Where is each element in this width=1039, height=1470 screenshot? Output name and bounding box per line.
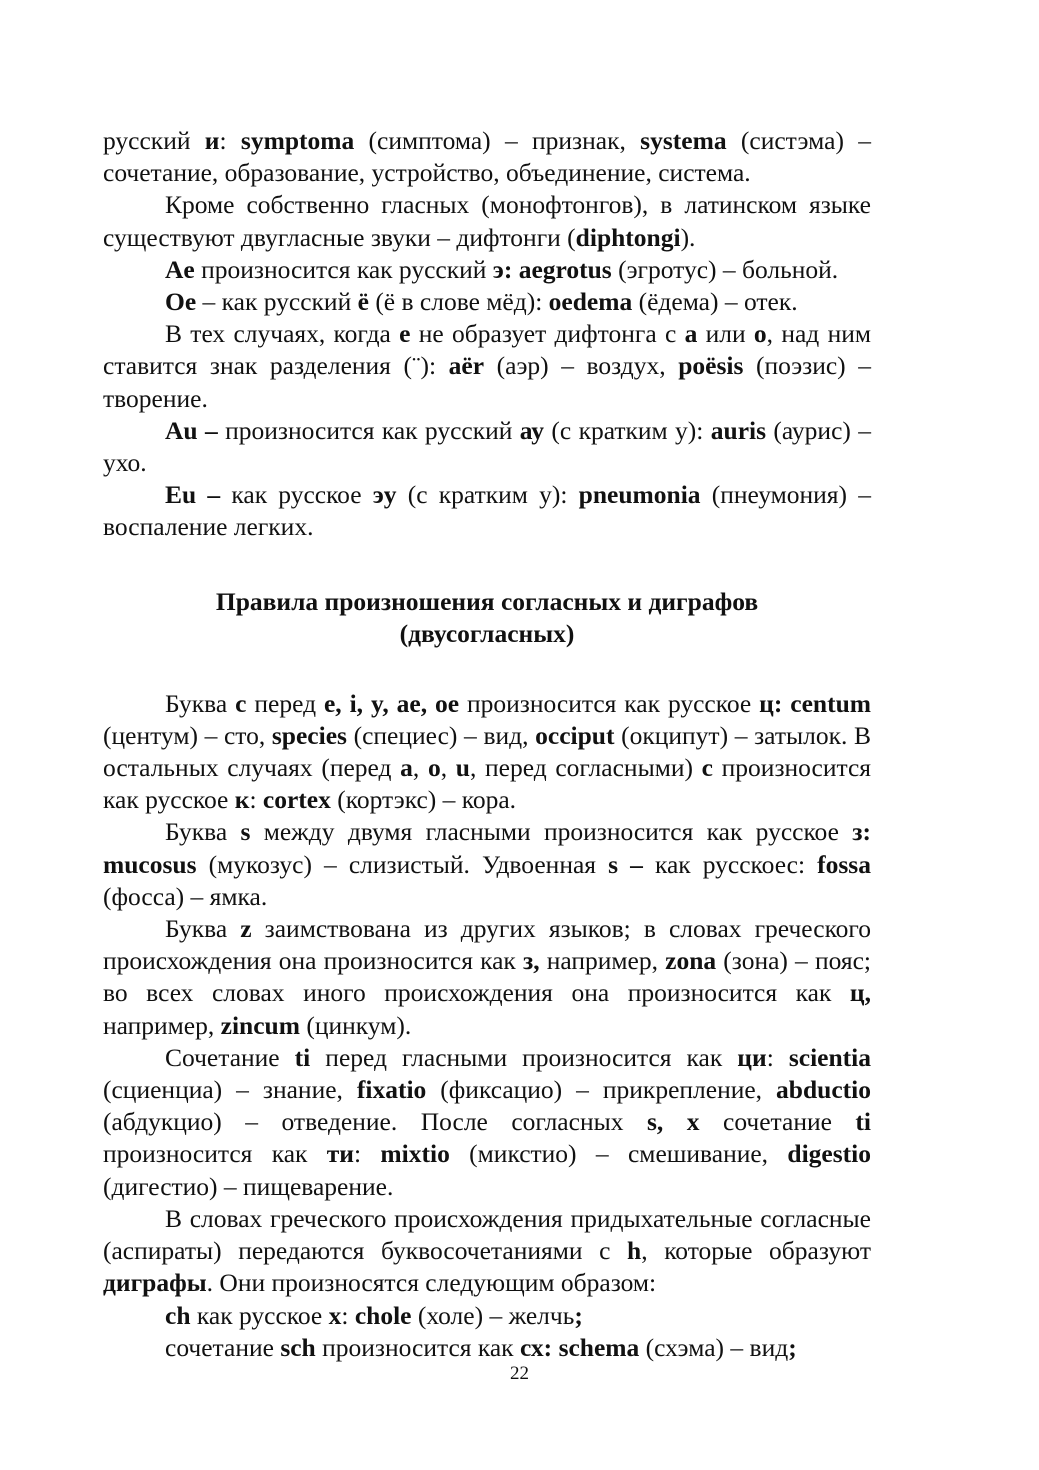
paragraph <box>103 415 871 479</box>
bold-term: s <box>240 817 251 847</box>
bold-term: к <box>234 785 250 815</box>
text-run: произносится как русское <box>459 688 760 718</box>
text-run: (дигестио) – пищеварение. <box>103 1171 394 1201</box>
page-number: 22 <box>510 1363 529 1384</box>
text-run: Кроме собственно гласных (монофтонгов), в латинском языке существуют двугласные звуки – дифтонги ( <box>103 190 871 252</box>
bold-term: e <box>399 319 411 349</box>
bold-term: species <box>271 720 347 750</box>
bold-term: Au – <box>165 415 218 445</box>
bold-term: scientia <box>788 1042 871 1072</box>
text-run: (фиксацио) – прикрепление, <box>426 1075 777 1105</box>
bold-term: aër <box>448 351 485 381</box>
bold-term: ti <box>294 1042 311 1072</box>
heading-line: Правила произношения согласных и диграфов <box>215 586 759 616</box>
bold-term: c <box>235 688 247 718</box>
text-run: : <box>219 126 241 155</box>
text-run: (схэма) – вид <box>639 1332 789 1362</box>
text-run: (симптома) – признак, <box>354 126 641 155</box>
text-run: сочетание <box>699 1107 856 1137</box>
paragraph <box>103 479 871 543</box>
text-run: русский <box>103 126 205 155</box>
bold-term: ё <box>357 287 369 317</box>
text-run: В словах греческого происхождения придыхательные согласные (аспираты) передаются буквосочетаниями с <box>103 1203 871 1266</box>
bold-term: digestio <box>787 1139 871 1169</box>
text-run: перед гласными произносится как <box>310 1042 738 1072</box>
bold-term: z <box>240 914 252 944</box>
text-run: ). <box>680 222 696 252</box>
text-run: произносится как русский <box>217 415 520 445</box>
bold-term: a <box>400 753 413 783</box>
bold-term: pneumonia <box>578 480 701 510</box>
bold-term: schema <box>558 1332 640 1362</box>
text-run: (с кратким у): <box>396 480 579 510</box>
paragraph <box>103 125 871 189</box>
bold-term: s, x <box>646 1107 700 1137</box>
text-run: как русское <box>220 480 373 510</box>
text-run: – как русский <box>196 287 358 317</box>
text-run: произносится как русский <box>194 254 493 284</box>
paragraph <box>103 816 871 913</box>
text-run: (с кратким у): <box>544 415 711 445</box>
bold-term: диграфы <box>103 1268 207 1298</box>
text-run: (абдукцио) – отведение. После согласных <box>103 1107 647 1137</box>
bold-term: Oe <box>165 287 197 317</box>
bold-term: ц, <box>849 978 871 1008</box>
text-run: не образует дифтонга с <box>410 319 685 349</box>
page-body <box>103 125 871 1364</box>
text-run: произносится как <box>315 1332 520 1362</box>
section-heading <box>103 586 871 650</box>
text-run: (аэр) – воздух, <box>484 351 679 381</box>
text-run: (ёдема) – отек. <box>632 287 798 317</box>
text-run: Буква <box>165 688 236 718</box>
text-run: например, <box>103 1010 221 1040</box>
bold-term: zona <box>665 946 717 976</box>
bold-term: poësis <box>678 351 744 381</box>
text-run: как русское <box>190 1300 329 1330</box>
bold-term: ци <box>737 1042 767 1072</box>
text-run: перед <box>246 688 324 718</box>
text-run: (систэма) – сочетание, образование, устройство, объединение, система. <box>103 126 871 188</box>
bold-term: diphtongi <box>575 222 681 252</box>
bold-term: h <box>627 1236 642 1266</box>
text-run: (микстио) – смешивание, <box>449 1139 788 1169</box>
text-run: , над ним ставится знак разделения (¨): <box>103 319 871 381</box>
bold-term: cortex <box>262 785 331 815</box>
bold-term: Ae <box>165 254 195 284</box>
text-run: заимствована из других языков; в словах греческого происхождения она произносится как <box>103 914 871 976</box>
text-run: (цинкум). <box>299 1010 412 1040</box>
text-run: (центум) – сто, <box>103 720 272 750</box>
text-run: (окципут) – затылок. В остальных случаях (перед <box>103 720 871 783</box>
text-run: как русскоес: <box>642 849 818 879</box>
text-run: (зона) – пояс; во всех словах иного происхождения она произносится как <box>103 946 871 1008</box>
text-run: например, <box>539 946 666 976</box>
bold-term: и <box>204 126 220 155</box>
text-run: , которые образуют <box>641 1236 871 1266</box>
text-run: или <box>697 319 754 349</box>
text-run: (специес) – вид, <box>346 720 536 750</box>
text-run: , <box>440 753 456 783</box>
bold-term: o <box>753 319 767 349</box>
text-run: В тех случаях, когда <box>165 319 400 349</box>
bold-term: эу <box>372 480 397 510</box>
paragraph <box>103 1203 871 1300</box>
bold-term: з, <box>522 946 540 976</box>
bold-term: a <box>684 319 698 349</box>
text-run: (холе) – желчь <box>411 1300 575 1330</box>
paragraph <box>103 254 871 286</box>
bold-term: Eu – <box>165 480 221 510</box>
text-run: произносится как <box>103 1139 327 1169</box>
bold-term: centum <box>790 688 872 718</box>
text-run: : <box>341 1300 355 1330</box>
bold-term: occiput <box>535 720 615 750</box>
paragraph <box>103 688 871 817</box>
text-run: Буква <box>165 914 241 944</box>
text-run: (мукозус) – слизистый. Удвоенная <box>196 849 609 879</box>
bold-term: ti <box>855 1107 871 1137</box>
bold-term: ; <box>574 1300 583 1330</box>
bold-term: ch <box>165 1300 191 1330</box>
text-run: , <box>412 753 428 783</box>
paragraph <box>103 1300 871 1332</box>
text-run: Буква <box>165 817 241 847</box>
bold-term: e, i, y, ae, oe <box>323 688 460 718</box>
bold-term: symptoma <box>240 126 355 155</box>
text-run: произносится как русское <box>103 753 872 815</box>
text-run: (аурис) – ухо. <box>103 415 871 478</box>
bold-term: сх: <box>519 1332 553 1362</box>
paragraph <box>103 286 871 318</box>
bold-term: u <box>455 753 470 783</box>
bold-term: aegrotus <box>518 254 612 284</box>
paragraph <box>103 913 871 1042</box>
bold-term: fixatio <box>356 1075 427 1105</box>
bold-term: zincum <box>220 1010 300 1040</box>
text-run: , перед согласными) <box>469 753 702 783</box>
text-run: (ё в слове мёд): <box>368 287 549 317</box>
bold-term: з: <box>852 817 872 847</box>
bold-term: chole <box>354 1300 412 1330</box>
text-run: (эгротус) – больной. <box>611 254 839 284</box>
text-run: между двумя гласными произносится как русское <box>250 817 853 847</box>
bold-term: ц: <box>759 688 783 718</box>
text-run: (поэзис) – творение. <box>103 351 871 413</box>
paragraph <box>103 189 871 253</box>
text-run: (пнеумония) – воспаление легких. <box>103 480 871 542</box>
bold-term: oedema <box>548 287 633 317</box>
bold-term: mixtio <box>380 1139 450 1169</box>
bold-term: o <box>427 753 441 783</box>
bold-term: ; <box>788 1332 797 1362</box>
bold-term: systema <box>640 126 727 155</box>
bold-term: ти <box>326 1139 354 1169</box>
bold-term: c <box>701 753 713 783</box>
bold-term: abductio <box>776 1075 871 1105</box>
text-run: : <box>249 785 263 815</box>
bold-term: sch <box>280 1332 316 1362</box>
heading-line: (двусогласных) <box>399 618 575 648</box>
text-run: : <box>353 1139 381 1169</box>
paragraph <box>103 318 871 415</box>
bold-term: ау <box>519 415 545 445</box>
bold-term: mucosus <box>103 849 197 879</box>
text-run: сочетание <box>165 1332 281 1362</box>
bold-term: auris <box>710 415 767 445</box>
text-run: Сочетание <box>165 1042 295 1072</box>
text-run: . Они произносятся следующим образом: <box>206 1268 657 1298</box>
text-run: : <box>766 1042 789 1072</box>
bold-term: s – <box>608 849 643 879</box>
bold-term: x <box>328 1300 342 1330</box>
paragraph <box>103 1042 871 1203</box>
bold-term: fossa <box>817 849 871 879</box>
paragraph <box>103 1332 871 1364</box>
text-run: (сциенциа) – знание, <box>103 1075 357 1105</box>
text-run: (фосса) – ямка. <box>103 881 268 911</box>
bold-term: э: <box>492 254 513 284</box>
text-run: (кортэкс) – кора. <box>330 785 517 815</box>
